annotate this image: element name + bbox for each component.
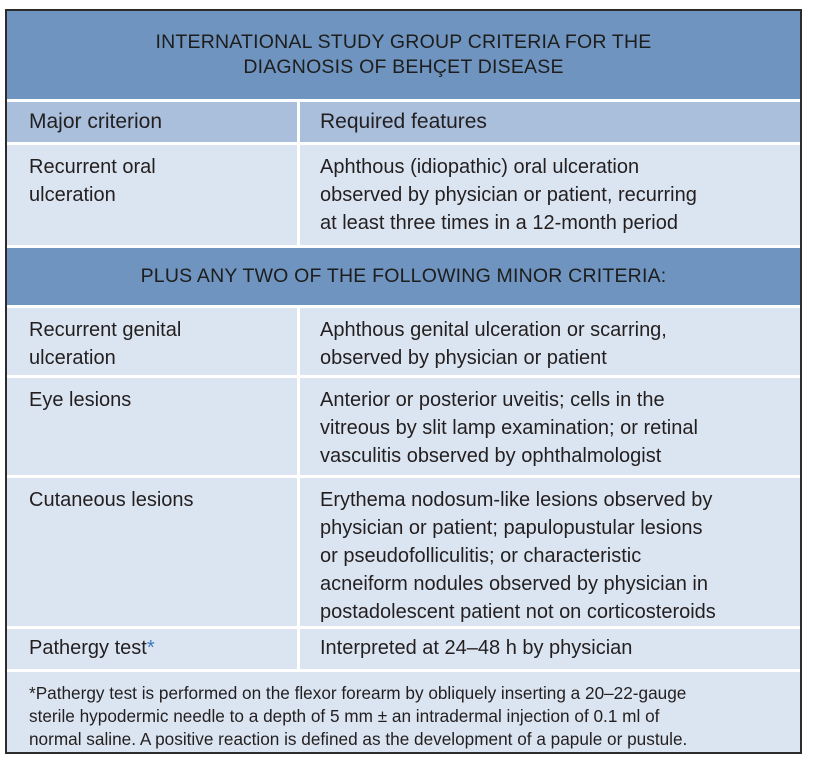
features-text: at least three times in a 12-month period <box>320 212 678 234</box>
criteria-table <box>5 9 802 754</box>
criterion-cell <box>7 478 300 626</box>
features-text: vasculitis observed by ophthalmologist <box>320 445 662 467</box>
features-text: or pseudofolliculitis; or characteristic <box>320 545 642 567</box>
footnote-line: normal saline. A positive reaction is defined as the development of a papule or pustule. <box>29 729 688 749</box>
features-text: Aphthous genital ulceration or scarring, <box>320 319 667 341</box>
features-text: Anterior or posterior uveitis; cells in the <box>320 389 665 411</box>
criterion-cell <box>7 308 300 375</box>
title-line-1: INTERNATIONAL STUDY GROUP CRITERIA FOR THE <box>155 31 652 53</box>
column-header-major-criterion: Major criterion <box>7 102 300 142</box>
table-row-recurrent-oral-ulceration <box>7 145 800 248</box>
table-row-cutaneous-lesions <box>7 478 800 629</box>
criterion-text: ulceration <box>29 184 116 206</box>
features-cell <box>300 629 800 669</box>
table-title <box>7 11 800 102</box>
features-text: Interpreted at 24–48 h by physician <box>320 637 633 659</box>
features-text: Aphthous (idiopathic) oral ulceration <box>320 156 640 178</box>
features-text: observed by physician or patient, recurring <box>320 184 697 206</box>
criterion-cell <box>7 145 300 245</box>
features-cell <box>300 478 800 626</box>
table-row-recurrent-genital-ulceration <box>7 308 800 378</box>
features-text: vitreous by slit lamp examination; or retinal <box>320 417 698 439</box>
features-text: Erythema nodosum-like lesions observed by <box>320 489 713 511</box>
footnote-line: *Pathergy test is performed on the flexor forearm by obliquely inserting a 20–22-gauge <box>29 683 687 703</box>
column-header-row <box>7 102 800 145</box>
footnote-line: sterile hypodermic needle to a depth of 5 mm ± an intradermal injection of 0.1 ml of <box>29 706 660 726</box>
minor-criteria-header: PLUS ANY TWO OF THE FOLLOWING MINOR CRITERIA: <box>7 248 800 308</box>
table-row-pathergy-test <box>7 629 800 672</box>
features-text: postadolescent patient not on corticosteroids <box>320 601 716 623</box>
criterion-text: Pathergy test <box>29 637 147 659</box>
features-text: acneiform nodules observed by physician in <box>320 573 708 595</box>
criterion-cell <box>7 378 300 475</box>
features-cell <box>300 145 800 245</box>
features-text: observed by physician or patient <box>320 347 607 369</box>
table-footnote <box>7 672 800 751</box>
column-header-required-features: Required features <box>320 110 487 133</box>
features-cell <box>300 308 800 375</box>
criterion-text: Recurrent genital <box>29 319 182 341</box>
criterion-text: Cutaneous lesions <box>29 489 194 511</box>
criterion-text: Recurrent oral <box>29 156 156 178</box>
criterion-cell <box>7 629 300 669</box>
footnote-asterisk: * <box>146 637 155 659</box>
criterion-text: Eye lesions <box>29 389 132 411</box>
table-row-eye-lesions <box>7 378 800 478</box>
features-text: physician or patient; papulopustular lesions <box>320 517 703 539</box>
features-cell <box>300 378 800 475</box>
criterion-text: ulceration <box>29 347 116 369</box>
title-line-2: DIAGNOSIS OF BEHÇET DISEASE <box>243 56 564 78</box>
